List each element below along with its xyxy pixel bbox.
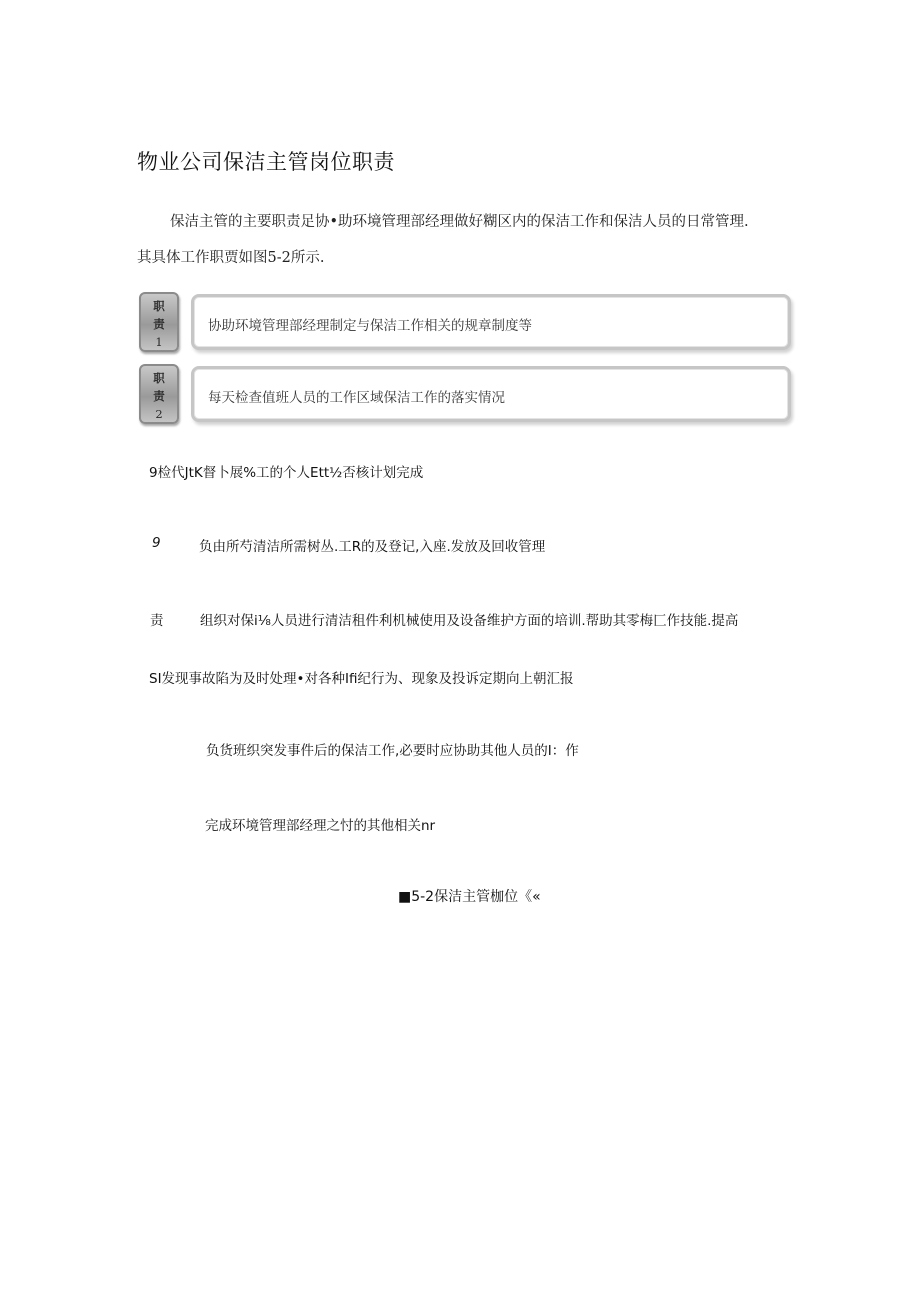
- badge-number: 1: [155, 335, 163, 349]
- duty-text-box-2: [191, 366, 791, 422]
- badge-char: 责: [153, 389, 165, 403]
- duty-badge-2: [139, 364, 179, 424]
- duty-text: 协助环境管理部经理制定与保洁工作相关的规章制度等: [208, 318, 532, 334]
- duty-item-2: [137, 364, 792, 428]
- intro-paragraph-line-1: 保洁主管的主要职责足协•助环境管理部经理做好糊区内的保洁工作和保洁人员的日常管理.: [170, 214, 749, 230]
- duty-line-7: 负货班织突发事件后的保洁工作,必要时应协助其他人员的I：作: [206, 743, 579, 759]
- figure-caption: ■5-2保洁主管枷位《«: [398, 889, 541, 905]
- duty-line-8: 完成环境管理部经理之忖的其他相关nr: [205, 818, 436, 834]
- duty-line-3: 9检代JtK督卜展%工的个人Ett½否核计划完成: [149, 465, 424, 481]
- badge-char: 职: [153, 299, 165, 313]
- intro-paragraph-line-2: 其具体工作职贾如图5-2所示.: [137, 250, 325, 266]
- duty-text: 每天检查值班人员的工作区域保洁工作的落实情况: [208, 390, 505, 406]
- duty-line-6: SI发现事故陷为及时处理•对各种Ifi纪行为、现象及投诉定期向上朝汇报: [149, 671, 574, 687]
- duty-line-5: 组织对保i⅛人员进行清洁租件利机械使用及设备维护方面的培训.帮助其零梅匚作技能.提高: [200, 613, 739, 629]
- badge-char: 责: [153, 317, 165, 331]
- page-title: 物业公司保洁主管岗位职责: [137, 150, 395, 174]
- duty-prefix-5: 责: [150, 613, 164, 629]
- duty-item-1: [137, 292, 792, 356]
- duty-line-4: 负由所芍清洁所需树丛.工R的及登记,入座.发放及回收管理: [199, 539, 546, 555]
- duty-prefix-4: 9: [152, 535, 161, 551]
- duty-text-box-1: [191, 294, 791, 350]
- badge-char: 职: [153, 371, 165, 385]
- duty-badge-1: [139, 292, 179, 352]
- badge-number: 2: [155, 407, 163, 421]
